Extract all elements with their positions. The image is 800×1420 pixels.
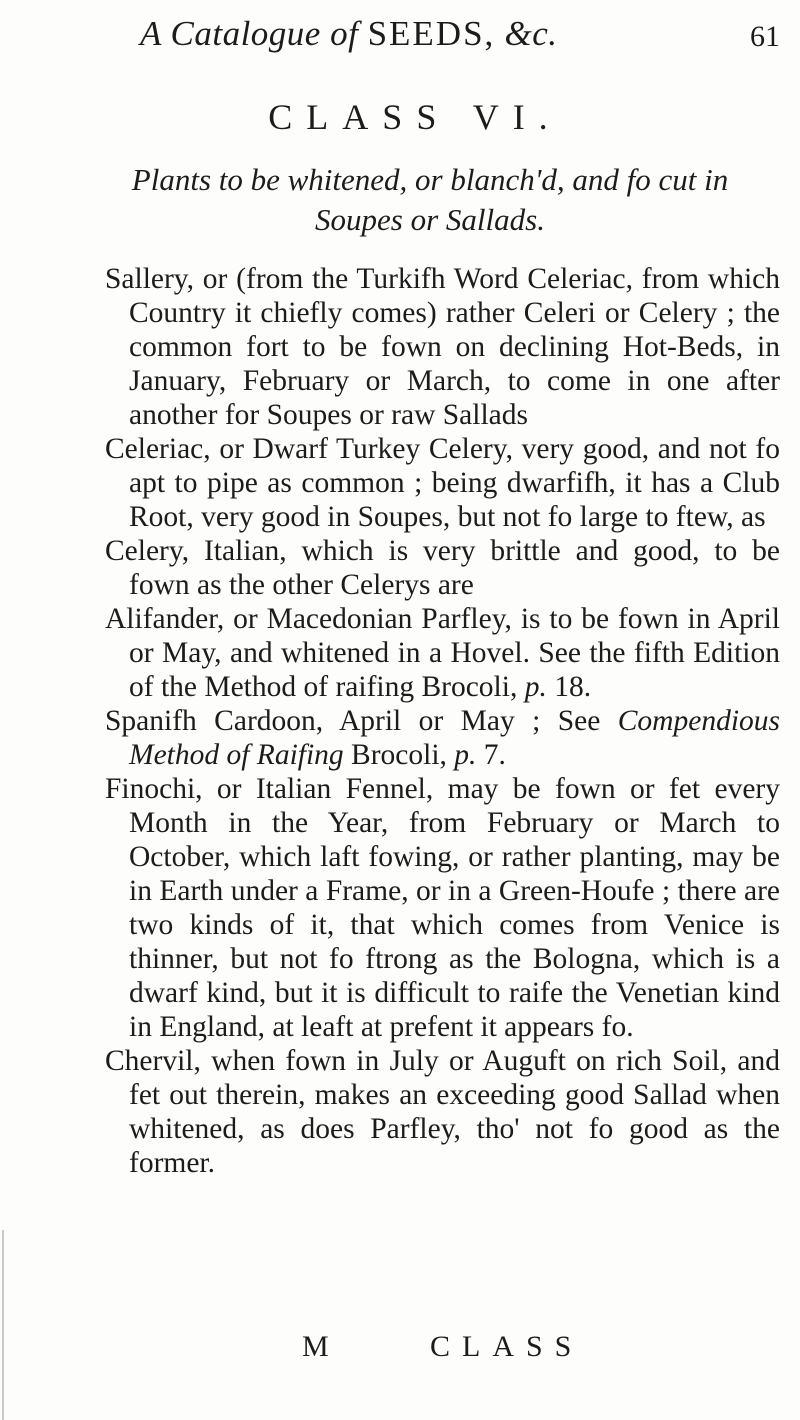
entry-text: 7.	[476, 739, 506, 771]
entry-text: Brocoli,	[343, 739, 455, 771]
entry-text: Spanifh Cardoon, April or May ; See	[105, 705, 618, 737]
entry-italic-text: Compendious Method of Raifing	[129, 705, 780, 771]
signature-mark: M	[302, 1330, 329, 1363]
plant-entry	[105, 704, 780, 772]
running-title-seeds: SEEDS,	[367, 14, 496, 53]
plant-entry	[105, 432, 780, 534]
class-heading: CLASS VI.	[268, 97, 562, 137]
page-footer	[0, 1330, 800, 1370]
plant-entries	[105, 262, 780, 1180]
plant-entry	[105, 772, 780, 1044]
binding-edge-line	[2, 1230, 4, 1420]
running-head	[140, 14, 780, 60]
plant-entry	[105, 602, 780, 704]
page-number: 61	[750, 20, 780, 53]
entry-text: Celery, Italian, which is very brittle and good, to be fown as the other Celerys are	[105, 535, 780, 601]
plant-entry	[105, 262, 780, 432]
entry-text: Alifander, or Macedonian Parfley, is to be fown in April or May, and whitened in a Hovel. See the fifth Edition of the Method of raifing Brocoli,	[105, 603, 780, 703]
subtitle-line-1: Plants to be whitened, or blanch'd, and fo cut in	[131, 162, 729, 197]
entry-text: Celeriac, or Dwarf Turkey Celery, very good, and not fo apt to pipe as common ; being dwarfifh, it has a Club Root, very good in Soupes, but not fo large to ftew, as	[105, 433, 780, 533]
plant-entry	[105, 534, 780, 602]
plant-entry	[105, 1044, 780, 1180]
entry-text: Finochi, or Italian Fennel, may be fown or fet every Month in the Year, from February or March to October, which laft fowing, or rather planting, may be in Earth under a Frame, or in a Green-Houfe ; there are two kinds of it, that which comes from Venice is thinner, but not fo ftrong as the Bologna, which is a dwarf kind, but it is difficult to raife the Venetian kind in England, at leaft at prefent it appears fo.	[105, 773, 780, 1043]
catchword: CLASS	[430, 1330, 584, 1363]
entry-text: Sallery, or (from the Turkifh Word Celeriac, from which Country it chiefly comes) rather Celeri or Celery ; the common fort to be fown on declining Hot-Beds, in January, February or March, to come in one after another for Soupes or raw Sallads	[105, 263, 780, 431]
entry-text: Chervil, when fown in July or Auguft on rich Soil, and fet out therein, makes an exceeding good Sallad when whitened, as does Parfley, tho' not fo good as the former.	[105, 1045, 780, 1179]
entry-italic-text: p.	[524, 671, 547, 703]
entry-italic-text: p.	[454, 739, 477, 771]
running-title-suffix: &c.	[504, 14, 558, 53]
running-title	[140, 14, 558, 54]
section-subtitle	[90, 160, 770, 240]
subtitle-line-2: Soupes or Sallads.	[315, 202, 545, 237]
running-title-prefix: A Catalogue of	[140, 14, 359, 53]
entry-text: 18.	[546, 671, 592, 703]
